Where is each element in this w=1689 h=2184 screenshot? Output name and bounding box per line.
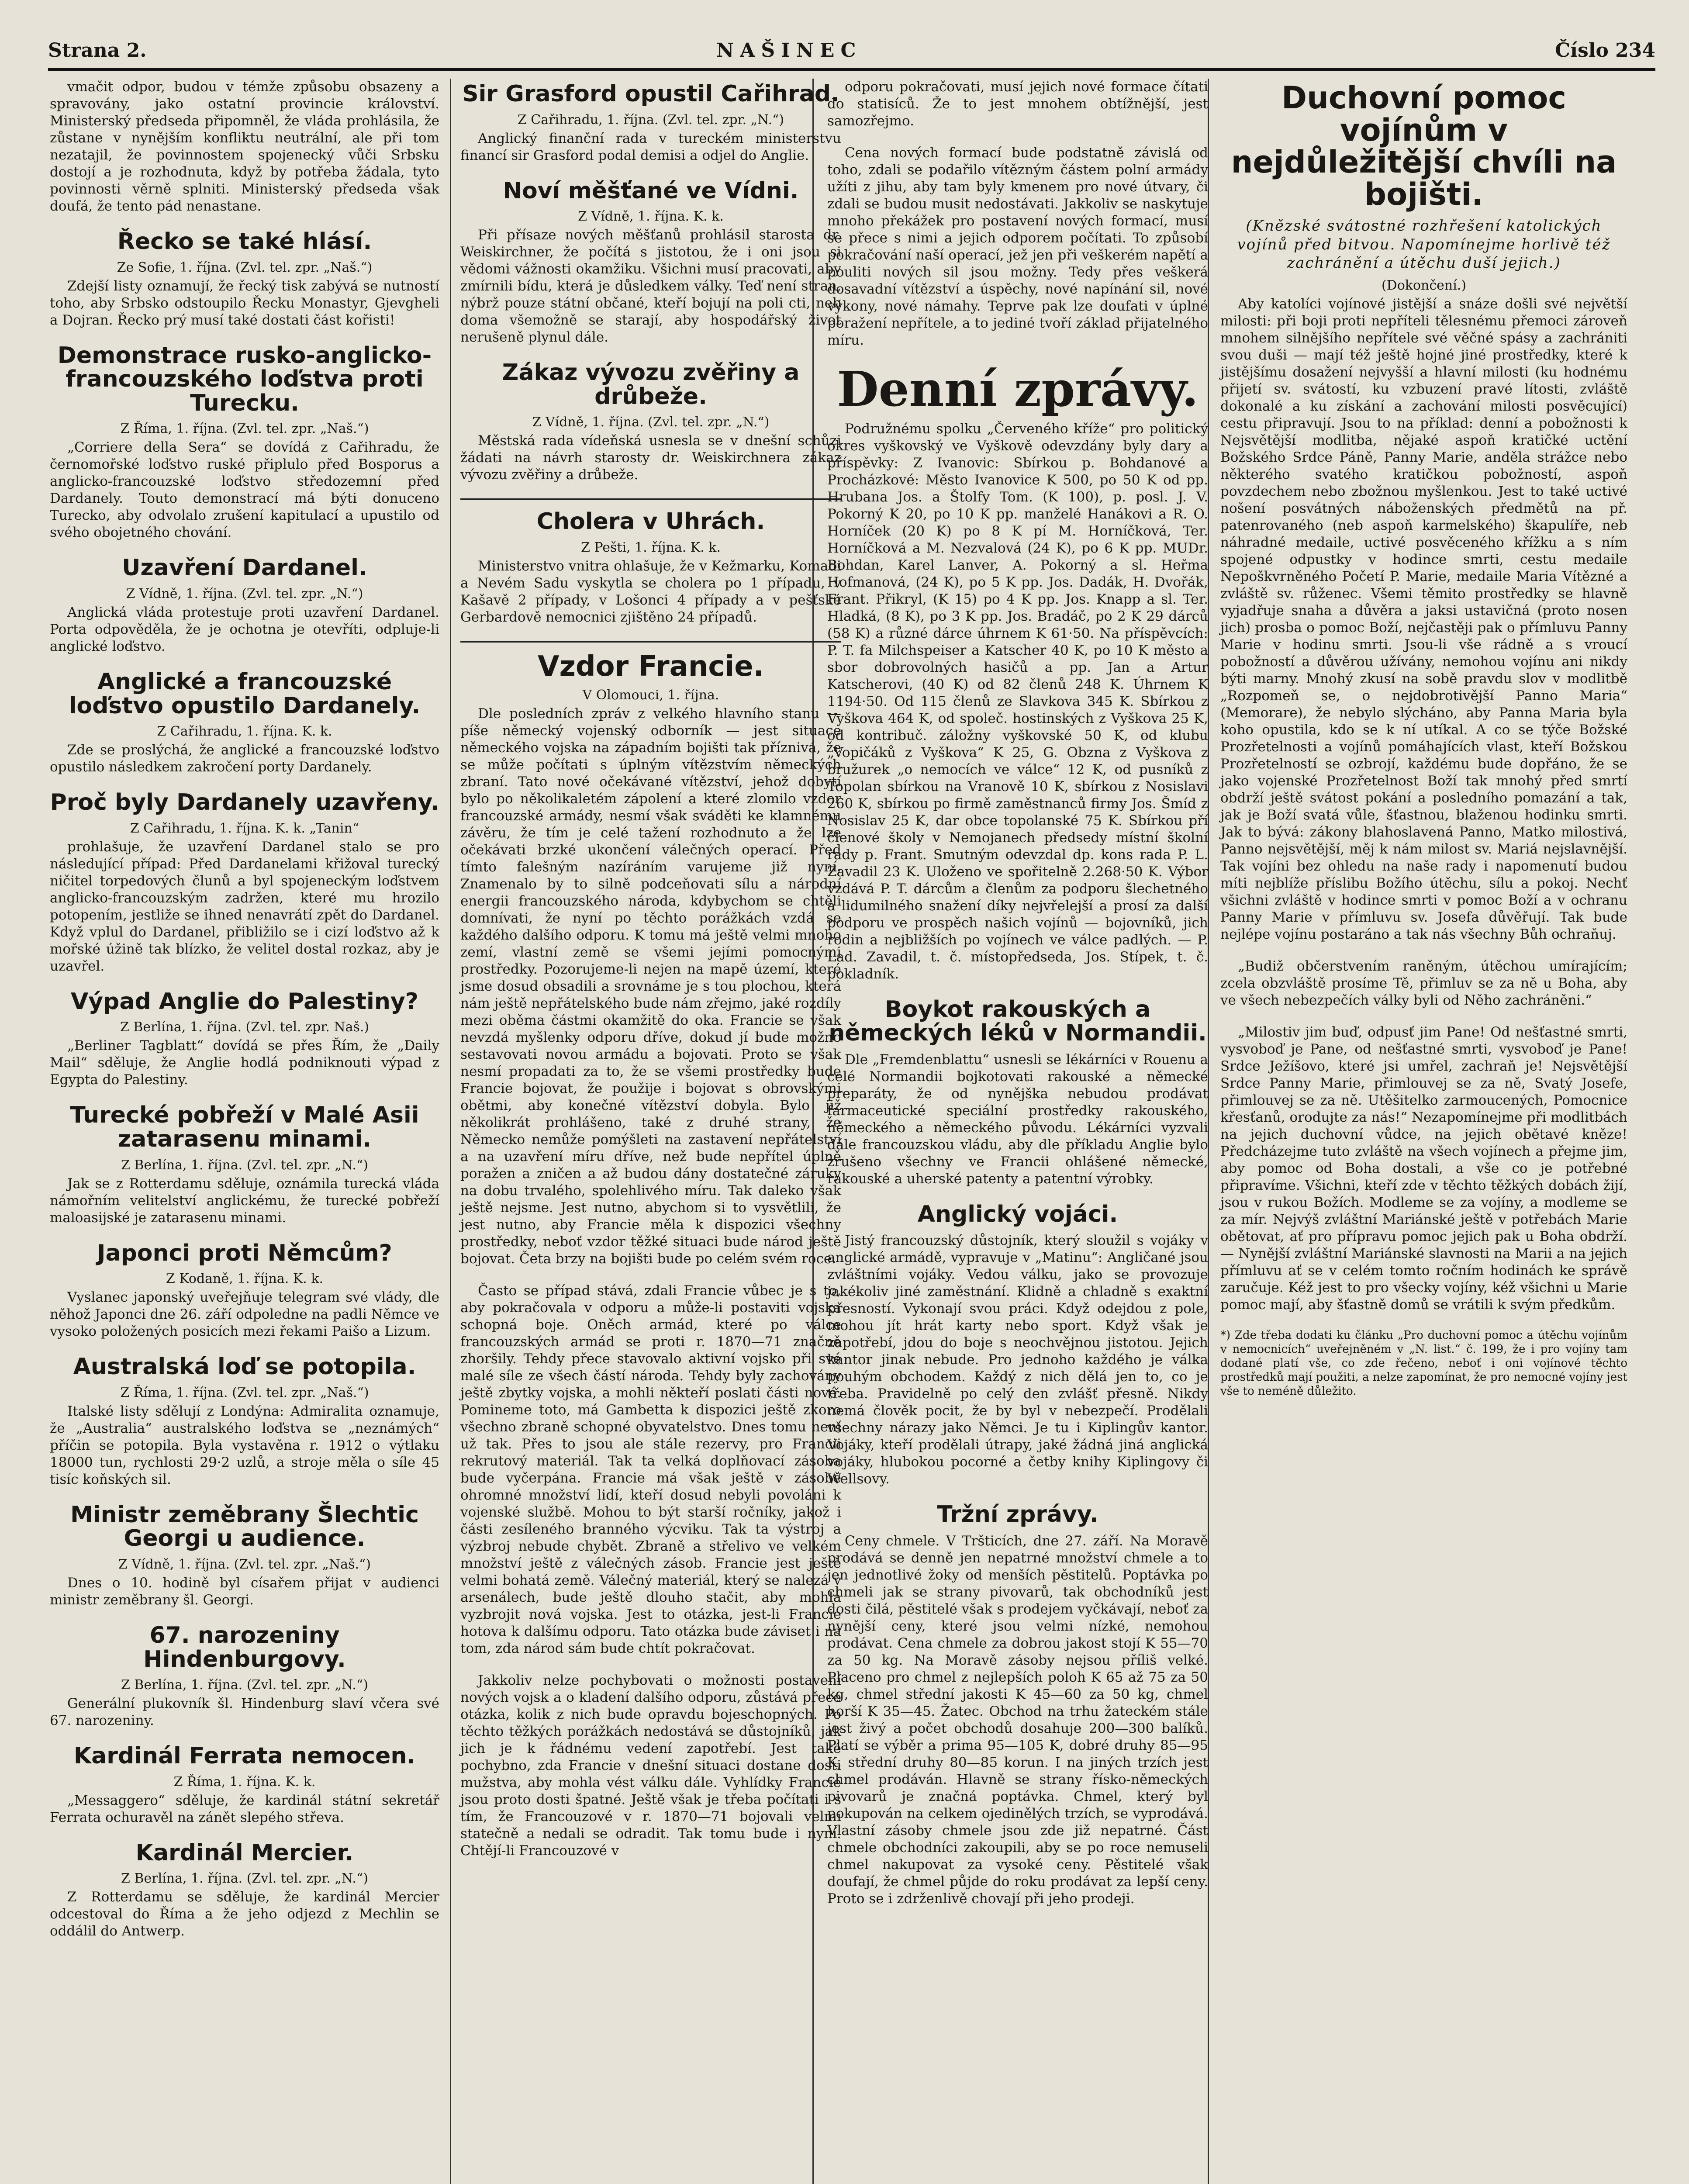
newspaper-title: NAŠINEC bbox=[716, 39, 862, 62]
masthead bbox=[48, 26, 1655, 70]
article-dateline: Z Říma, 1. října. K. k. bbox=[173, 1774, 316, 1790]
article-dateline: Z Berlína, 1. října. (Zvl. tel. zpr. Naš.) bbox=[120, 1019, 370, 1035]
article-dateline: Ze Sofie, 1. října. (Zvl. tel. zpr. „Naš.“) bbox=[117, 259, 373, 275]
article bbox=[50, 1744, 439, 1826]
article bbox=[460, 179, 841, 346]
article bbox=[50, 1103, 439, 1226]
article bbox=[827, 998, 1208, 1188]
column-2 bbox=[454, 79, 847, 2184]
column-1 bbox=[44, 79, 446, 2184]
article-body: Generální plukovník šl. Hindenburg slaví včera své 67. narozeniny. bbox=[50, 1696, 439, 1729]
article bbox=[827, 1203, 1208, 1488]
article-body: „Messaggero“ sděluje, že kardinál státní sekretář Ferrata ochuravěl na zánět slepého střeva. bbox=[50, 1792, 439, 1825]
article-body: Dnes o 10. hodině byl císařem přijat v audienci ministr zeměbrany šl. Georgi. bbox=[50, 1575, 439, 1608]
article-dateline: Z Vídně, 1. října. (Zvl. tel. zpr. „N.“) bbox=[126, 586, 363, 601]
article bbox=[50, 1503, 439, 1609]
article-headline: Denní zprávy. bbox=[837, 361, 1199, 417]
article bbox=[1220, 958, 1627, 1009]
article bbox=[460, 510, 841, 626]
article-body: „Milostiv jim buď, odpusť jim Pane! Od nešťastné smrti, vysvoboď je Pane, od nešťastné smrti, vysvoboď je Pane! Srdce Ježíšovo, které jsi umřel, zachraň je! Nejsvětější Srdce Panny Marie, přimlouvej se za ně, Svatý Josefe, přimlouvej se za ně. Utěšitelko zarmoucených, Pomocnice křesťanů, orodujte za nás!“ Nezapomínejme při modlitbách na jejich duchovní vůdce, na jejich obětavé kněze! Předcházejme tuto zvláště na všech vojínech a přejme jim, aby pomoc od Boha dostali, a vše co je potřebné připravíme. Všichni, kteří zde v těchto těžkých dobách žijí, jsou v rukou Božích. Modleme se za vojíny, a modleme se za mír. Nejvýš zvláštní Mariánské ještě v potřebách Marie obětovat, ať pro přípravu pomoc jejich pak u Boha obdrží. — Nynější zvláštní Mariánské slavnosti na Marii a na jejich přímluvu ať se v celém tomto ročním hodinách ke správě zaručuje. Kéž jest to pro všecky vojíny, kéž všichni u Marie pomoc mají, aby šťastně domů se vrátili k svým předkům. bbox=[1220, 1024, 1627, 1313]
article-body: odporu pokračovati, musí jejich nové formace čítati do statisíců. Že to jest mnohem obtížnější, jest samozřejmo. bbox=[827, 79, 1208, 129]
article bbox=[50, 791, 439, 975]
article bbox=[827, 79, 1208, 130]
masthead-rule bbox=[48, 68, 1655, 71]
article-dateline: Z Kodaně, 1. října. K. k. bbox=[166, 1271, 324, 1287]
article-body: Jistý francouzský důstojník, který sloužil s vojáky v anglické armádě, vypravuje v „Matinu“: Angličané jsou zvláštními vojáky. Vedou válku, jako se provozuje jakékoliv jiné zaměstnání. Klidně a chladně s exaktní přesností. Vykonají svou práci. Když odejdou z pole, mohou jít hrát karty nebo sport. Když však je zapotřebí, jdou do boje s neochvějnou jistotou. Jejich kantor jinak nebude. Pro jednoho každého je válka pouhým obchodem. Každý z nich dělá jen to, co je třeba. Pravidelně po celý den zvlášť přesně. Nikdy nemá člověk pocit, že by byl v nebezpečí. Prodělali všechny nárazy jako Němci. Je tu i Kiplingův kantor. Vojáky, kteří prodělali útrapy, jaké žádná jiná anglická vojáky, hlubokou pocorné a četby knihy Kiplingovy či Wellsovy. bbox=[827, 1233, 1208, 1487]
article-body: Ceny chmele. V Tršticích, dne 27. září. Na Moravě prodává se denně jen nepatrné množství chmele a to jen jednotlivé žoky od menších pěstitelů. Poptávka po chmeli jak se strany pivovarů, tak obchodníků jest dosti čilá, pěstitelé však s prodejem vyčkávají, neboť za nynější ceny, které jsou velmi nízké, nemohou prodávat. Cena chmele za dobrou jakost stojí K 55—70 za 50 kg. Na Moravě zásoby nejsou příliš velké. Placeno pro chmel z nejlepších poloh K 65 až 75 za 50 kg, chmel střední jakosti K 45—60 za 50 kg, chmel horší K 35—45. Žatec. Obchod na trhu žateckém stále jest živý a počet obchodů dosahuje 200—300 balíků. Platí se výběr a prima 95—105 K, dobré druhy 85—95 K, střední druhy 80—85 korun. I na jiných trzích jest chmel prodáván. Hlavně se strany řísko-německých pivovarů je značná poptávka. Chmel, který byl pokupován na celkem ojedinělých trzích, se vyprodává. Vlastní zásoby chmele jsou zde již nepatrné. Část chmele obchodníci zakoupili, aby se po roce nemuseli chmel nakupovat za vysoké ceny. Pěstitelé však doufají, že chmel půjde do roku prodávat za lepší ceny. Proto se i zdrženlivě chovají při jeho prodeji. bbox=[827, 1533, 1208, 1907]
article-headline: Kardinál Mercier. bbox=[135, 1839, 354, 1866]
article-headline: Cholera v Uhrách. bbox=[536, 508, 765, 535]
section-rule bbox=[460, 498, 841, 500]
article-headline: Zákaz vývozu zvěřiny a drůbeže. bbox=[502, 359, 800, 410]
article-body: vmačit odpor, budou v témže způsobu obsazeny a spravovány, jako ostatní provincie království. Ministerský předseda připomněl, že vláda prohlásila, že zůstane v nynějším konfliktu neutrální, ale při tom nezatajil, že povinnostem spojenecký vůči Srbsku dostojí a je rozhodnuta, když by potřeba žádala, tyto povinnosti věrně splniti. Ministerský předseda však doufá, že tento pád nenastane. bbox=[50, 79, 439, 214]
article bbox=[827, 145, 1208, 349]
article bbox=[460, 652, 841, 1268]
article bbox=[827, 361, 1208, 983]
article-dateline: V Olomouci, 1. října. bbox=[582, 688, 719, 703]
article-body: Zdejší listy oznamují, že řecký tisk zabývá se nutností toho, aby Srbsko odstoupilo Řecku Monastyr, Gjevgheli a Dojran. Řecko prý musí také dostati část kořisti! bbox=[50, 278, 439, 328]
article bbox=[1220, 1328, 1627, 1398]
article-body: Anglický finanční rada v tureckém ministerstvu financí sir Grasford podal demisi a odjel do Anglie. bbox=[460, 130, 841, 163]
article-body: Italské listy sdělují z Londýna: Admiralita oznamuje, že „Australia“ australského loďstva se „neznámých“ příčin se potopila. Byla vystavěna r. 1912 o výtlaku 18000 tun, rychlosti 29·2 uzlů, a stroje měla o síle 45 tisíc koňských sil. bbox=[50, 1403, 439, 1487]
column-4 bbox=[1214, 79, 1634, 2184]
article-dateline: Z Cařihradu, 1. října. K. k. „Tanin“ bbox=[130, 820, 359, 836]
article-dateline: Z Vídně, 1. října. (Zvl. tel. zpr. „Naš.“) bbox=[118, 1556, 371, 1572]
article-body: Z Rotterdamu se sděluje, že kardinál Mercier odcestoval do Říma a že jeho odjezd z Mechlin se oddálil do Antwerp. bbox=[50, 1889, 439, 1939]
article-dateline: Z Cařihradu, 1. října. (Zvl. tel. zpr. „N.“) bbox=[517, 112, 784, 128]
article bbox=[1220, 1024, 1627, 1313]
article bbox=[50, 1841, 439, 1940]
article-headline: Anglické a francouzské loďstvo opustilo Dardanely. bbox=[69, 668, 421, 719]
article bbox=[460, 82, 841, 164]
article-body: Cena nových formací bude podstatně závislá od toho, zdali se podařilo vítězným částem polní armády užíti z jihu, aby tam byly kmenem pro nové útvary, či zdali se budou musit nedostávati. Jakkoliv se naskytuje mnoho překážek pro postavení nových formací, musí se přece s nimi a jejich odporem počítati. To způsobí pokračování naší operací, jež jen při veškerém napětí a pouliti nových sil jsou možny. Tedy přes veškerá dosavadní vítězství a úspěchy, nové napínání sil, nové výkony, nové námahy. Teprve pak lze doufati v úplné poražení nepřítele, a to jediné tvoří základ přijatelného míru. bbox=[827, 145, 1208, 348]
article-body: Ministerstvo vnitra ohlašuje, že v Kežmarku, Komadi a Nevém Sadu vyskytla se cholera po 1 případu, v Kašavě 2 případy, v Lošonci 4 případy a v pešťské Gerbardově nemocnici zjištěno 24 případů. bbox=[460, 558, 841, 625]
article-dateline: Z Vídně, 1. října. K. k. bbox=[578, 209, 724, 225]
article-headline: 67. narozeniny Hindenburgovy. bbox=[143, 1622, 346, 1673]
article-headline: Australská loď se potopila. bbox=[73, 1354, 416, 1380]
article-body: Při přísaze nových měšťanů prohlásil starosta dr. Weiskirchner, že počítá s jistotou, že i oni jsou si vědomi vážnosti okamžiku. Všichni musí pracovati, aby zmírnili bídu, která je důsledkem války. Teď není stran, nýbrž pouze státní občané, kteří bojují na poli cti, neb doma všemožně se starají, aby hospodářský život nerušeně plynul dále. bbox=[460, 227, 841, 346]
article bbox=[50, 344, 439, 542]
article-headline: Uzavření Dardanel. bbox=[122, 555, 367, 581]
article-body: Dle „Fremdenblattu“ usnesli se lékárníci v Rouenu a celé Normandii bojkotovati rakouské a německé preparáty, že od nynějška nebudou prodávat farmaceutické speciální prostředky rakouského, německého a německého původu. Lékárníci vyzvali dále francouzskou vládu, aby dle příkladu Anglie bylo zrušeno všechny ve Francii ohlášené německé, rakouské a uherské patenty a patentní výrobky. bbox=[827, 1051, 1208, 1187]
article-body: Vyslanec japonský uveřejňuje telegram své vlády, dle něhož Japonci dne 26. září odpoledne na padli Němce ve vysoko položených posicích mezi řekami Paišo a Lizum. bbox=[50, 1289, 439, 1340]
article-dateline: Z Říma, 1. října. (Zvl. tel. zpr. „Naš.“) bbox=[120, 421, 369, 437]
article-body: Aby katolíci vojínové jistější a snáze došli své největší milosti: při boji proti nepříteli tělesnému přemoci zároveň mnohem silnějšího nepřítele své věčné spásy a zachrániti svou duši — mají též ještě hojné jiné prostředky, které k jistějšímu dosažení nejvyšší a hlavní milosti (ku hodnému přijetí sv. svátostí, ku vzbuzení pravé lítosti, zvláště dokonalé a ku získání a zachování milosti posvěcující) cestu připravují. Jsou to na příklad: denní a pobožnosti k Nejsvětější modlitba, nějaké aspoň kratičké uctění Božského Srdce Páně, Panny Marie, anděla strážce nebo některého svatého kratičkou pobožností, aspoň povzdechem nebo zbožnou myšlenkou. Jest to také uctivé nošení posvátných náboženských předmětů na př. patenrovaného (neb aspoň karmelského) škapulíře, neb náhradné medaile, uctivé posvěceného křížku a s ním spojené odpustky v hodince smrti, cestu medaile Nepoškvrněného Početí P. Marie, medaile Maria Vítězné a zvláště sv. růženec. Všemi těmito prostředky se hlavně vyjadřuje snaha a důvěra a jaksi ustavičná (proto nosen jich) prosba o pomoc Boží, nejčastěji pak o přímluvu Panny Marie v hodinu smrti. Jsou-li vše rádně a s vroucí pobožností a důvěrou užívány, nemohou vojínu ani nikdy býti marny. Mnohý zkusí na sobě pravdu slov v modlitbě „Rozpomeň se, o nejdobrotivější Panno Maria“ (Memorare), že nebylo slýcháno, aby Panna Maria byla koho opustila, kdo se k ní utíkal. A co se týče Božské Prozřetelnosti a vojínů pomáhajících vlast, kteří Božskou Prozřetelností se ozbrojí, každému bude dopřáno, že se jako vojenské Prozřetelnost Boží tak mnohý před smrtí obdrží ještě svátost pokání a posledního pomazání a tak, jak je Boží svatá vůle, šťastnou, blaženou hodinku smrti. Jak to bývá: zákony blahoslavená Panno, Matko milostivá, Panno nejsvětější, měj k nám milost sv. Mariá nejslavnější. Tak vojíni bez ohledu na naše rady i napomenutí budou míti nejblíže příslibu Božího útěchu, sílu a pokoj. Nechť všichni zvláště v hodince smrti v pomoc Boží a v ochranu Panny Marie v přímluvu sv. Josefa důvěřují. Tak bude nejlépe vojínu postaráno a tak nás všechny Bůh ochraňuj. bbox=[1220, 296, 1627, 942]
article-headline: Turecké pobřeží v Malé Asii zatarasenu minami. bbox=[70, 1102, 419, 1152]
article-headline: Sir Grasford opustil Cařihrad. bbox=[462, 81, 839, 107]
article-headline: Duchovní pomoc vojínům v nejdůležitější chvíli na bojišti. bbox=[1231, 80, 1617, 212]
issue-number: Číslo 234 bbox=[1555, 39, 1655, 62]
article-body: Jakkoliv nelze pochybovati o možnosti postavení nových vojsk a o kladení dalšího odporu, zůstává přece otázka, kolik z nich bude opravdu bojeschopných. Po těchto těžkých porážkách nedostává se důstojníků, jak jich je k řádnému vedení zapotřebí. Jest také pochybno, zda Francie v dnešní situaci dostane dosti mužstva, aby mohla vést válku dále. Vyhlídky Francie jsou proto dosti špatné. Ještě však je třeba počítati i s tím, že Francouzové v r. 1870—71 bojovali velmi statečně a nedali se odradit. Tak tomu bude i nyní. Chtějí-li Francouzové v bbox=[460, 1673, 841, 1859]
article bbox=[460, 1282, 841, 1657]
article bbox=[50, 230, 439, 329]
article bbox=[827, 1503, 1208, 1908]
article-body: „Budiž občerstvením raněným, útěchou umírajícím; zcela obzvláště prosíme Tě, přimluv se za ně u Boha, aby ve všech nebezpečích války byli od Něho zachráněni.“ bbox=[1220, 958, 1627, 1008]
article-body: Anglická vláda protestuje proti uzavření Dardanel. Porta odpověděla, že je ochotna je otevříti, odpluje-li anglické loďstvo. bbox=[50, 604, 439, 654]
article-headline: Tržní zprávy. bbox=[937, 1501, 1098, 1528]
article-headline: Japonci proti Němcům? bbox=[97, 1240, 392, 1266]
article-headline: Výpad Anglie do Palestiny? bbox=[71, 988, 418, 1015]
article-dateline: Z Berlína, 1. října. (Zvl. tel. zpr. „N.“) bbox=[121, 1871, 368, 1887]
article-headline: Noví měšťané ve Vídni. bbox=[503, 177, 799, 204]
article-headline: Proč byly Dardanely uzavřeny. bbox=[50, 789, 439, 816]
article-body: „Berliner Tagblatt“ dovídá se přes Řím, že „Daily Mail“ sděluje, že Anglie hodlá podniknouti výpad z Egypta do Palestiny. bbox=[50, 1038, 439, 1088]
page-number: Strana 2. bbox=[48, 39, 147, 62]
article-body: „Corriere della Sera“ se dovídá z Cařihradu, že černomořské loďstvo ruské připlulo před Bosporus a anglicko-francouzské loďstvo středozemní před Dardanely. Touto demonstrací má býti donuceno Turecko, aby odvolalo zrušení kapitulací a upustilo od svého obojetného chování. bbox=[50, 439, 439, 541]
article-dateline: (Dokončení.) bbox=[1381, 277, 1467, 293]
article bbox=[50, 1241, 439, 1341]
article bbox=[50, 556, 439, 655]
article-headline: Anglický vojáci. bbox=[917, 1201, 1118, 1227]
article-headline: Řecko se také hlásí. bbox=[117, 228, 372, 255]
article-headline: Demonstrace rusko-anglicko-francouzského loďstva proti Turecku. bbox=[57, 342, 432, 416]
column-divider bbox=[450, 79, 451, 2184]
article bbox=[460, 361, 841, 484]
article-dateline: Z Cařihradu, 1. října. K. k. bbox=[157, 724, 332, 740]
article-body: prohlašuje, že uzavření Dardanel stalo se pro následující případ: Před Dardanelami křižoval turecký ničitel torpedových člunů a byl spojeneckým loďstvem anglicko-francouzským zadržen, které mu hrozilo potopením, jestliže se ihned nenavrátí zpět do Dardanel. Když vplul do Dardanel, přibližilo se i cizí loďstvo až k mořské úžině tak blízko, že velitel dostal rozkaz, aby je uzavřel. bbox=[50, 839, 439, 974]
article-body: Často se případ stává, zdali Francie vůbec je s to, aby pokračovala v odporu a může-li postaviti vojska schopná boje. Oněch armád, které po válce francouzských armád se proti r. 1870—71 značně zhoršily. Tehdy přece stavovalo aktivní vojsko při své malé síle ze všech částí národa. Tehdy byly zachovány ještě zbytky vojska, a mohli někteří poslati části nové. Pomineme toto, má Gambetta k dispozici ještě zkoro všechno zbraně schopné obyvatelstvo. Dnes tomu není už tak. Přes to jsou ale stále rezervy, pro Francii rekrutový materiál. Tak ta velká doplňovací zásoba bude vyčerpána. Francie má však ještě v zásobě ohromné množství lidí, kteří dosud nebyli povoláni k vojenské službě. Mohou to být starší ročníky, jakož i části zesíleného branného výcviku. Tak ta výstroj a výzbroj nebude chybět. Zbraně a střelivo ve velkém množství ještě z válečných zásob. Francie jest ještě velmi bohatá země. Válečný materiál, který se nalezá v arsenálech, bude ještě dlouho stačit, aby mohla vyzbrojit nová vojska. Jest to otázka, jest-li Francie hotova k dalšímu odporu. Tato otázka bude záviset i na tom, zda národ sám bude chtít pokračovat. bbox=[460, 1283, 841, 1657]
article-body: Jak se z Rotterdamu sděluje, oznámila turecká vláda námořním velitelství anglickému, že turecké pobřeží maloasijské je zatarasenu minami. bbox=[50, 1175, 439, 1226]
article-dateline: Z Říma, 1. října. (Zvl. tel. zpr. „Naš.“) bbox=[120, 1385, 369, 1400]
article-body: Zde se proslýchá, že anglické a francouzské loďstvo opustilo následkem zakročení porty Dardanely. bbox=[50, 742, 439, 775]
article bbox=[1220, 82, 1627, 943]
article bbox=[50, 1355, 439, 1488]
article bbox=[50, 670, 439, 776]
article-dateline: Z Berlína, 1. října. (Zvl. tel. zpr. „N.“) bbox=[121, 1677, 368, 1693]
article-dateline: Z Berlína, 1. října. (Zvl. tel. zpr. „N.“) bbox=[121, 1157, 368, 1173]
article-dateline: Z Pešti, 1. října. K. k. bbox=[581, 539, 721, 555]
article-body: Dle posledních zpráv z velkého hlavního stanu — píše německý vojenský odborník — jest situace německého vojska na západním bojišti tak příznivá, že se může počítati s úplným vítězstvím německých zbraní. Tato nové očekávané vítězství, jehož dobytí bylo po několikaletém zápolení a které zlomilo vzdor francouzské armády, nesmí však sváděti ke klamnému závěru, že tím je celé tažení rozhodnuto a že lze očekávati brzké ukončení válečných operací. Před tímto falešným nazíráním varujeme již nyní. Znamenalo by to silně podceňovati sílu a národní energii francouzského národa, kdybychom se chtěli domnívati, že nyní po těchto porážkách vzdá se každého dalšího odporu. K tomu má ještě velmi mnoho zemí, vlastní země se všemi jejími pomocnými prostředky. Pozorujeme-li nejen na mapě území, které jsme dosud obsadili a srovnáme je s tou plochou, která nám ještě nepřátelského bude nám zřejmo, jaké rozdíly mezi oběma částmi okamžitě do oka. Francie se však nevzdá myšlenky odporu dříve, dokud jí bude možno sestavovati novou armádu a bojovati. Proto se však nesmí propadati za to, že se všemi prostředky bude Francie bojovat, že použije i bojovat s obrovskými obětmi, aby konečné vítězství dobyla. Bylo již několikrát prohlášeno, také z druhé strany, že Německo nemůže pomýšleti na zastavení nepřátelství a na uzavření míru dříve, než bude nepřítel úplně poražen a zničen a až budou dány dostatečné záruky na dobu trvalého, spolehlivého míru. Tak daleko však ještě nejsme. Jest nutno, abychom si to vysvětlili, že jest nutno, aby Francie měla k dispozici všechny prostředky, neboť vzdor těžké situaci bude národ ještě bojovat. Četa brzy na bojišti bude po celém svém roce. bbox=[460, 706, 841, 1267]
article-body: Podružnému spolku „Červeného kříže“ pro politický okres vyškovský ve Vyškově odevzdány byly dary a příspěvky: Z Ivanovic: Sbírkou p. Bohdanové a Procházkové: Město Ivanovice K 500, po 50 K od pp. Hrubana Jos. a Štolfy Tom. (K 100), p. posl. J. V. Pokorný K 20, po 10 K pp. manželé Hanákovi a R. O. Horníček (20 K) po 8 K pí M. Horníčková, Ter. Horníčková a M. Nezvalová (24 K), po 6 K pp. MUDr. Bohdan, Karel Lanver, A. Pokorný a sl. Heřma Hofmanová, (24 K), po 5 K pp. Jos. Dadák, H. Dvořák, Frant. Přikryl, (K 15) po 4 K pp. Jos. Knapp a sl. Ter. Hladká, (8 K), po 3 K pp. Jos. Bradáč, po 2 K 29 dárců (58 K) a různé dárce úhrnem K 61·50. Na příspěvcích: P. T. fa Milchspeiser a Katscher 40 K, po 10 K město a sbor dobrovolných hasičů a pp. Jan a Artur Katscherovi, (40 K) od 82 členů 248 K. Úhrnem K 1194·50. Od 115 členů ze Slavkova 345 K. Sbírkou z Vyškova 464 K, od společ. hostinských z Vyškova 25 K, od kontribuč. záložny vyškovské 50 K, od klubu „Vopičáků z Vyškova“ K 25, G. Obzna z Vyškova z bružurek „o nemocích ve válce“ 12 K, od pusníků z Topolan sbírkou na Vranově 10 K, sbírkou z Nosislavi 260 K, sbírkou po firmě zaměstnanců firmy Jos. Šmíd z Nosislav 25 K, dar obce topolanské 75 K. Sbírkou pří členové školy v Nemojanech předsedy místní školní rady p. Frant. Smutným odevzdal dp. kons rada P. L. Zavadil 23 K. Uloženo ve spořitelně 2.268·50 K. Výbor vzdává P. T. dárcům a členům za podporu šlechetného a lidumilného snažení díky nejvřelejší a prosí za další podporu ve prospěch našich vojínů — bojovníků, jich rodin a nejbližších po vojínech ve válce padlých. — P. Lad. Zavadil, t. č. místopředseda, Jos. Stípek, t. č. pokladník. bbox=[827, 421, 1208, 982]
article bbox=[460, 1672, 841, 1859]
article-headline: Ministr zeměbrany Šlechtic Georgi u audience. bbox=[70, 1501, 419, 1552]
article bbox=[50, 79, 439, 215]
article-body: Městská rada vídeňská usnesla se v dnešní schůzi žádati na návrh starosty dr. Weiskirchnera zákaz vývozu zvěřiny a drůbeže. bbox=[460, 433, 841, 483]
article bbox=[50, 990, 439, 1089]
article-headline: Boykot rakouských a německých léků v Normandii. bbox=[829, 996, 1207, 1047]
section-rule bbox=[460, 641, 841, 643]
column-3 bbox=[821, 79, 1214, 2184]
article-dateline: Z Vídně, 1. října. (Zvl. tel. zpr. „N.“) bbox=[532, 415, 770, 430]
article-headline: Vzdor Francie. bbox=[538, 650, 764, 683]
article-headline: Kardinál Ferrata nemocen. bbox=[73, 1743, 416, 1769]
article-subtitle: (Knězské svátostné rozhřešení katolických vojínů před bitvou. Napomínejme horlivě též zachránění a útěchu duší jejich.) bbox=[1237, 217, 1611, 272]
article bbox=[50, 1624, 439, 1729]
footnote: *) Zde třeba dodati ku článku „Pro duchovní pomoc a útěchu vojínům v nemocnicích“ uveřejněném v „N. list.“ č. 199, že i pro vojíny tam dodané platí vše, co zde řečeno, neboť i oni vojínové těchto prostředků mají použiti, a nelze zapomínat, že pro nemocné vojíny jest vše to neméně důležito. bbox=[1220, 1328, 1627, 1398]
